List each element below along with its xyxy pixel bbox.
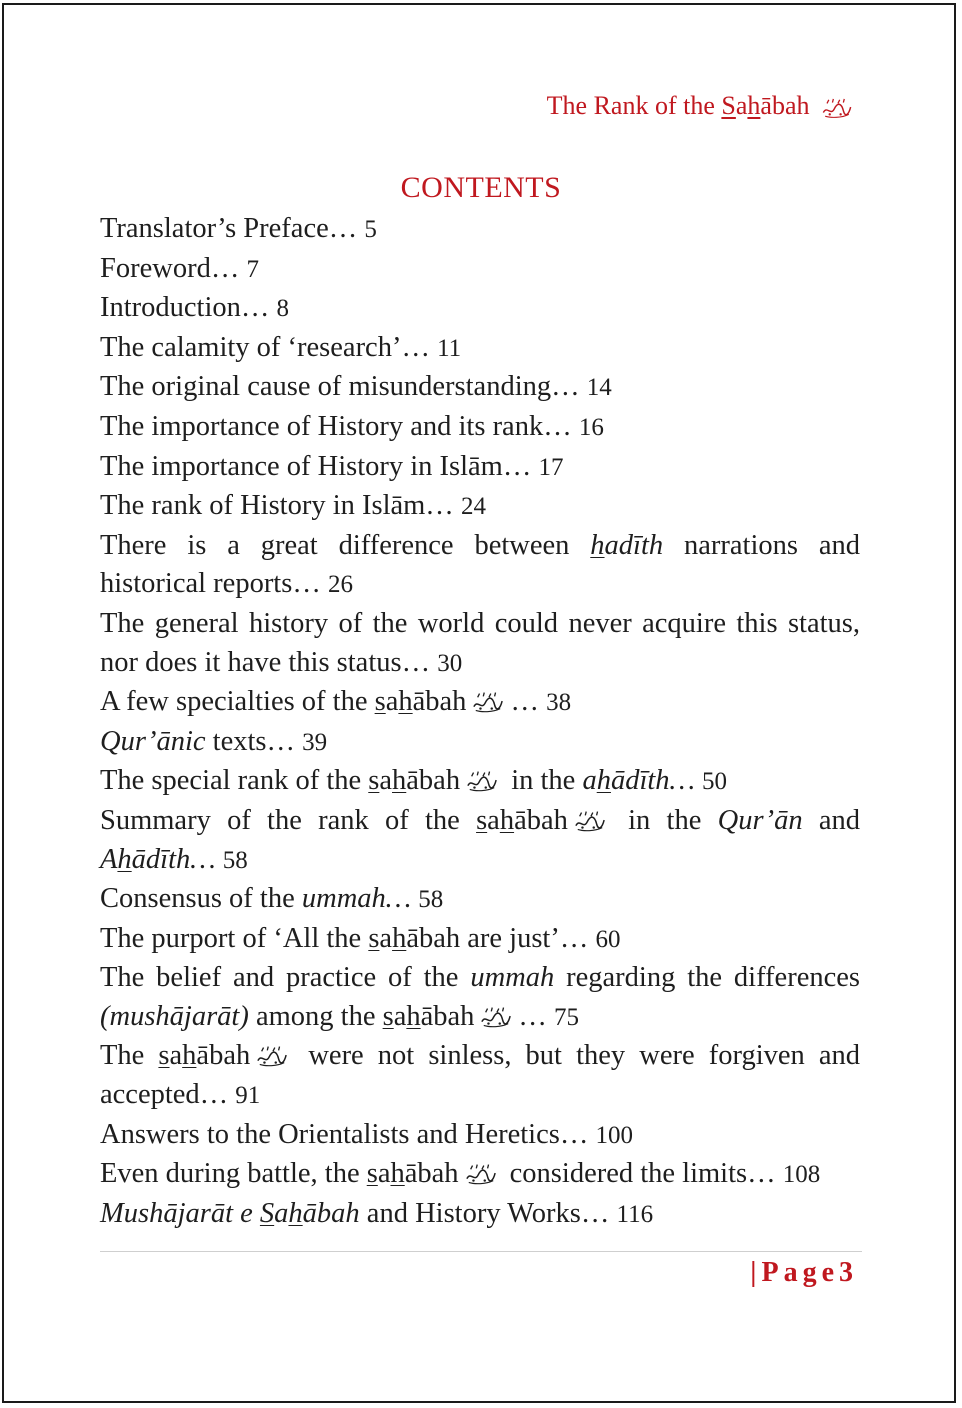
toc-entry-italic: S bbox=[259, 1197, 275, 1229]
toc-entry-text: Summary of the rank of the bbox=[100, 804, 477, 836]
toc-entry-italic: a bbox=[582, 765, 597, 797]
toc-entry-text: a bbox=[487, 804, 500, 836]
toc-entry-title: The original cause of misunderstanding… bbox=[100, 371, 580, 403]
toc-entry-text: s bbox=[382, 1000, 394, 1032]
toc-entry-title: The rank of History in Islām… bbox=[100, 490, 454, 522]
toc-entry-text: regarding the differences bbox=[554, 962, 860, 994]
salutation-icon bbox=[574, 810, 606, 832]
toc-entry-text: and History Works… bbox=[359, 1197, 610, 1229]
toc-entry-italic: h bbox=[596, 765, 611, 797]
toc-entry-italic: h bbox=[117, 843, 132, 875]
toc-page-number: 108 bbox=[782, 1161, 821, 1189]
toc-entry-italic: ummah… bbox=[301, 883, 412, 915]
toc-entry[interactable] bbox=[100, 448, 860, 488]
toc-entry-text: ābah bbox=[406, 765, 461, 797]
toc-entry-text: ābah bbox=[412, 686, 467, 718]
toc-entry-italic: Mushājarāt e bbox=[100, 1197, 260, 1229]
toc-entry-title: The importance of History in Islām… bbox=[100, 450, 532, 482]
toc-page-number: 58 bbox=[418, 886, 444, 914]
toc-entry-text: s bbox=[368, 765, 380, 797]
running-header bbox=[547, 91, 854, 121]
toc-entry-text: h bbox=[182, 1040, 197, 1072]
salutation-icon bbox=[465, 1163, 497, 1185]
header-title-pre: The Rank of the bbox=[546, 91, 722, 120]
toc-page-number: 14 bbox=[586, 374, 612, 402]
salutation-icon bbox=[256, 1045, 288, 1067]
toc-page-number: 38 bbox=[546, 689, 572, 717]
toc-entry-text: Consensus of the bbox=[100, 883, 302, 915]
toc-page-number: 91 bbox=[235, 1082, 261, 1110]
salutation-icon bbox=[480, 1006, 512, 1028]
toc-entry-text: were not sinless, but they were forgiven and accepted… bbox=[100, 1040, 861, 1111]
toc-page-number: 58 bbox=[222, 846, 248, 874]
toc-entry-text: a bbox=[379, 765, 393, 797]
footer-divider bbox=[100, 1251, 862, 1252]
toc-page-number: 16 bbox=[578, 413, 604, 441]
salutation-icon bbox=[472, 691, 504, 713]
toc-entry[interactable] bbox=[100, 289, 860, 329]
document-page bbox=[2, 3, 956, 1403]
toc-entry-text: The belief and practice of the bbox=[100, 962, 471, 994]
toc-entry[interactable] bbox=[100, 250, 860, 290]
toc-entry[interactable] bbox=[100, 1037, 860, 1115]
toc-entry-italic: ābah bbox=[302, 1197, 360, 1229]
toc-page-number: 24 bbox=[460, 493, 486, 521]
toc-entry-text: in the bbox=[611, 804, 718, 836]
table-of-contents bbox=[100, 210, 860, 1234]
toc-entry-italic: a bbox=[274, 1197, 289, 1229]
toc-page-number: 7 bbox=[246, 255, 259, 283]
toc-entry-italic: ādīth… bbox=[131, 843, 216, 875]
toc-entry[interactable] bbox=[100, 762, 860, 802]
toc-entry-title: Introduction… bbox=[100, 292, 270, 324]
toc-entry-text: … bbox=[518, 1000, 547, 1032]
toc-entry-text: s bbox=[366, 1158, 378, 1190]
toc-entry-text: in the bbox=[504, 765, 583, 797]
header-title-s: S bbox=[721, 91, 736, 120]
toc-entry[interactable] bbox=[100, 683, 860, 723]
toc-entry-title: The importance of History and its rank… bbox=[100, 410, 572, 442]
toc-entry-italic: A bbox=[100, 843, 118, 875]
toc-entry-text: ābah bbox=[420, 1000, 475, 1032]
header-title-a: a bbox=[735, 91, 748, 120]
toc-entry-text: a bbox=[169, 1040, 183, 1072]
toc-entry-text: s bbox=[368, 922, 380, 954]
toc-entry-text: a bbox=[377, 1158, 391, 1190]
toc-entry[interactable] bbox=[100, 210, 860, 250]
toc-entry-text: … bbox=[510, 686, 539, 718]
toc-entry[interactable] bbox=[100, 1195, 860, 1235]
toc-entry[interactable] bbox=[100, 368, 860, 408]
toc-entry[interactable] bbox=[100, 1155, 860, 1195]
toc-entry[interactable] bbox=[100, 527, 860, 605]
toc-entry-text: The purport of ‘All the bbox=[100, 922, 369, 954]
toc-entry-title: Foreword… bbox=[100, 252, 240, 284]
toc-entry-text: narrations and historical reports… bbox=[100, 529, 860, 600]
toc-entry[interactable] bbox=[100, 802, 860, 880]
toc-entry-text: texts… bbox=[205, 725, 295, 757]
toc-entry-title: Translator’s Preface… bbox=[100, 213, 358, 244]
toc-entry-text: The special rank of the bbox=[100, 765, 369, 797]
toc-entry-text: h bbox=[392, 765, 407, 797]
header-title-post: ābah bbox=[760, 91, 810, 120]
toc-entry-text: h bbox=[390, 1158, 405, 1190]
toc-entry-text: and bbox=[802, 804, 860, 836]
toc-entry-text: among the bbox=[248, 1000, 383, 1032]
toc-page-number: 17 bbox=[538, 453, 564, 481]
toc-entry-title: Answers to the Orientalists and Heretics… bbox=[100, 1118, 589, 1150]
salutation-icon bbox=[820, 98, 854, 118]
toc-entry-italic: (mushājarāt) bbox=[100, 1000, 249, 1032]
toc-page-number: 100 bbox=[595, 1121, 633, 1149]
toc-entry[interactable] bbox=[100, 487, 860, 527]
toc-entry[interactable] bbox=[100, 1116, 860, 1156]
header-title-h: h bbox=[747, 91, 761, 120]
toc-entry-text: considered the limits… bbox=[502, 1158, 776, 1190]
toc-entry-text: h bbox=[398, 686, 413, 718]
toc-entry-text: ābah bbox=[404, 1158, 459, 1190]
toc-page-number: 5 bbox=[364, 216, 377, 243]
toc-entry-text: h bbox=[392, 922, 407, 954]
toc-entry-text: There is a great difference between bbox=[100, 529, 591, 561]
toc-entry[interactable] bbox=[100, 408, 860, 448]
toc-entry[interactable] bbox=[100, 723, 860, 763]
toc-entry-italic: Qur’ānic bbox=[100, 725, 206, 757]
toc-entry-text: A few specialties of the bbox=[100, 686, 375, 718]
toc-page-number: 8 bbox=[276, 295, 290, 323]
toc-entry-italic: ummah bbox=[470, 962, 555, 994]
toc-page-number: 39 bbox=[302, 728, 328, 756]
toc-entry-text: s bbox=[374, 686, 386, 718]
toc-entry-italic: Qur’ān bbox=[717, 804, 803, 836]
toc-entry-text: The bbox=[100, 1040, 159, 1072]
toc-entry-title: The general history of the world could never acquire this status, nor does it have this status… bbox=[100, 607, 860, 678]
toc-entry-text: Even during battle, the bbox=[100, 1158, 367, 1190]
toc-entry-text: s bbox=[476, 804, 488, 836]
salutation-icon bbox=[466, 770, 498, 792]
toc-entry[interactable] bbox=[100, 959, 860, 1037]
toc-entry-italic: h bbox=[590, 529, 605, 561]
toc-page-number: 30 bbox=[437, 649, 463, 677]
toc-entry[interactable] bbox=[100, 920, 860, 960]
toc-entry-title: The calamity of ‘research’… bbox=[100, 331, 430, 363]
toc-entry[interactable] bbox=[100, 329, 860, 369]
toc-entry-text: h bbox=[499, 804, 515, 836]
toc-page-number: 116 bbox=[616, 1200, 654, 1228]
toc-entry-text: h bbox=[406, 1000, 421, 1032]
page-number-label: |Page3 bbox=[750, 1257, 858, 1288]
toc-page-number: 26 bbox=[327, 571, 353, 599]
toc-entry[interactable] bbox=[100, 605, 860, 683]
toc-entry-italic: adīth bbox=[604, 529, 664, 561]
toc-page-number: 75 bbox=[554, 1003, 580, 1031]
toc-entry-text: a bbox=[393, 1000, 407, 1032]
toc-entry[interactable] bbox=[100, 880, 860, 920]
toc-entry-text: ābah are just’… bbox=[406, 922, 589, 954]
toc-entry-text: a bbox=[385, 686, 399, 718]
toc-entry-text: ābah bbox=[196, 1040, 251, 1072]
toc-entry-italic: h bbox=[288, 1197, 303, 1229]
toc-page-number: 50 bbox=[702, 768, 728, 796]
toc-entry-text: ābah bbox=[514, 804, 568, 836]
toc-entry-text: a bbox=[379, 922, 393, 954]
toc-page-number: 60 bbox=[595, 925, 621, 953]
toc-entry-italic: ādīth… bbox=[610, 765, 695, 797]
toc-entry-text: s bbox=[158, 1040, 170, 1072]
contents-title: CONTENTS bbox=[400, 171, 562, 204]
toc-page-number: 11 bbox=[437, 334, 462, 362]
